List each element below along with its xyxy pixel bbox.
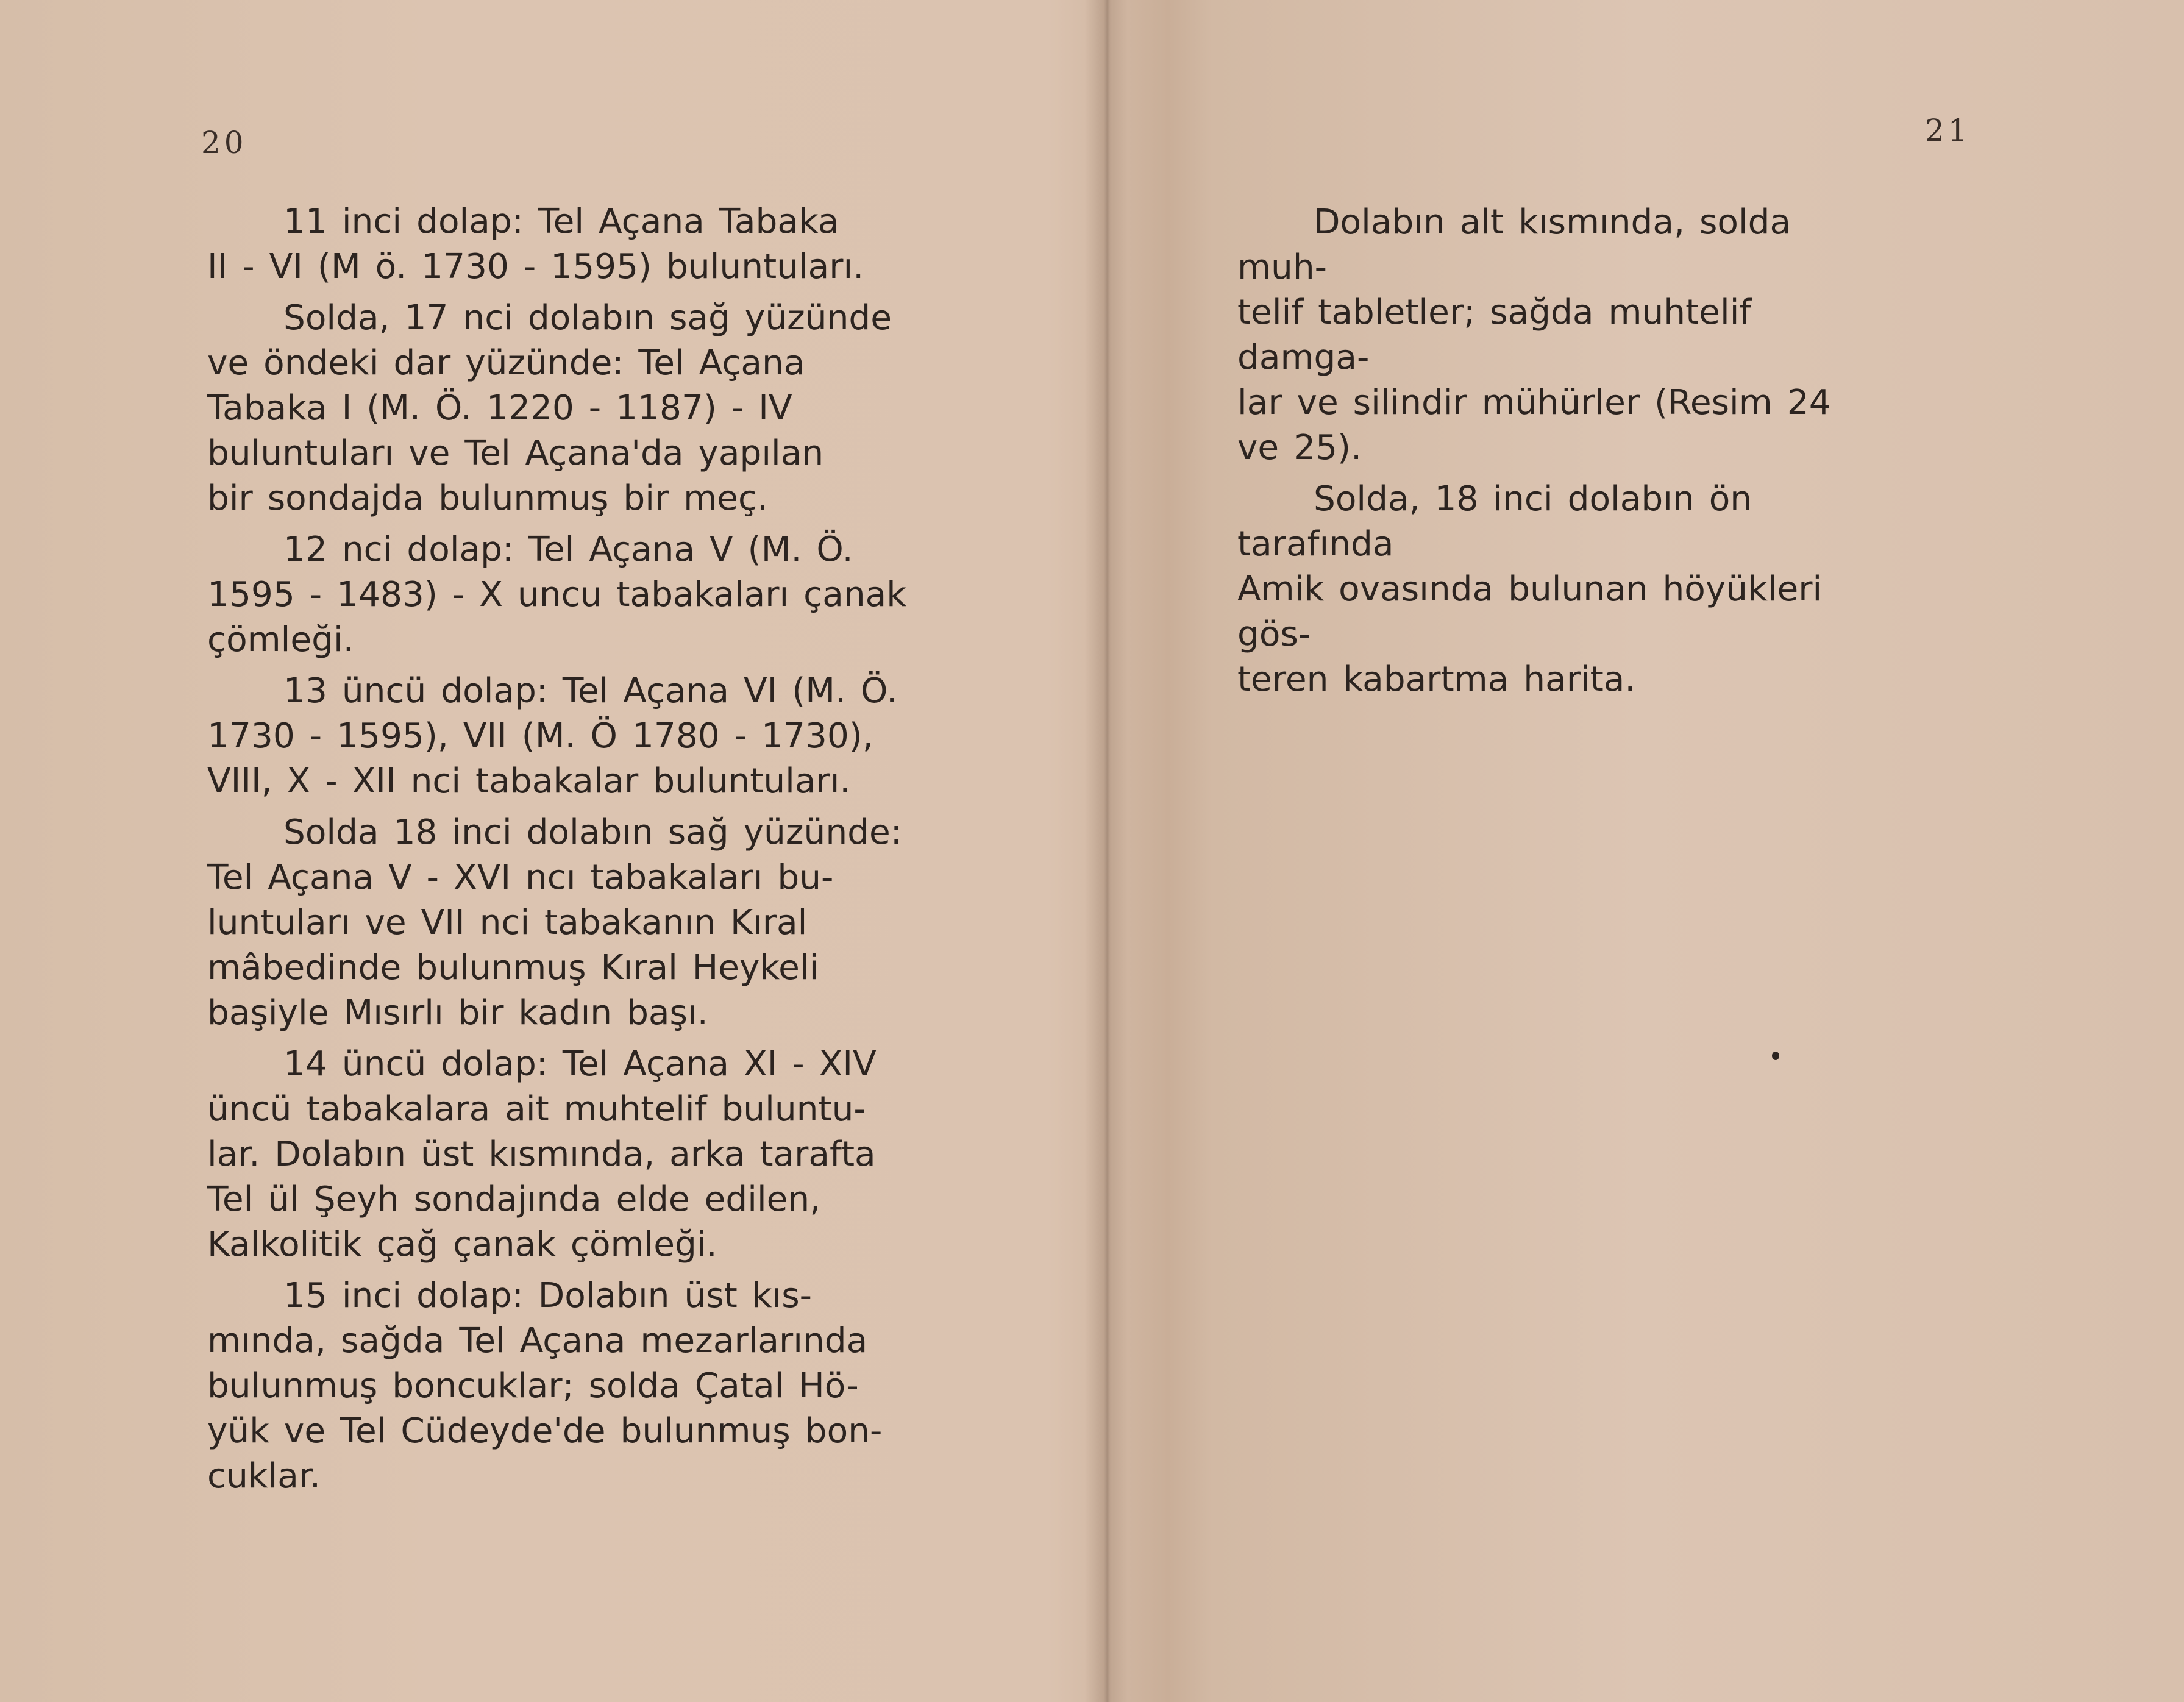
paragraph-dolap-alt: Dolabın alt kısmında, solda muh- telif tabletler; sağda muhtelif damga- lar ve silindir mühürler (Resim 24 ve 25). bbox=[1237, 202, 1831, 468]
paragraph-dolap-17: Solda, 17 nci dolabın sağ yüzünde ve öndeki dar yüzünde: Tel Açana Tabaka I (M. Ö. 1220 - 1187) - IV buluntuları ve Tel Açana'da yapılan bir sondajda bulunmuş bir meç. bbox=[207, 298, 892, 518]
paragraph-dolap-13: 13 üncü dolap: Tel Açana VI (M. Ö. 1730 - 1595), VII (M. Ö 1780 - 1730), VIII, X - XII nci tabakalar buluntuları. bbox=[207, 671, 898, 801]
left-page-number: 20 bbox=[201, 125, 247, 160]
right-page bbox=[1097, 0, 2184, 1702]
ink-speck bbox=[1772, 1052, 1779, 1060]
right-page-text bbox=[1237, 200, 1856, 708]
left-page-text bbox=[207, 199, 960, 1505]
paragraph-dolap-15: 15 inci dolap: Dolabın üst kıs- mında, sağda Tel Açana mezarlarında bulunmuş boncuklar; solda Çatal Hö- yük ve Tel Cüdeyde'de bulunmuş bon- cuklar. bbox=[207, 1276, 883, 1496]
paragraph-dolap-14: 14 üncü dolap: Tel Açana XI - XIV üncü tabakalara ait muhtelif buluntu- lar. Dolabın üst kısmında, arka tarafta Tel ül Şeyh sondajında elde edilen, Kalkolitik çağ çanak çömleği. bbox=[207, 1044, 877, 1264]
right-page-number: 21 bbox=[1925, 113, 1971, 148]
paragraph-dolap-18-sag: Solda 18 inci dolabın sağ yüzünde: Tel Açana V - XVI ncı tabakaları bu- luntuları ve VII nci tabakanın Kıral mâbedinde bulunmuş Kıral Heykeli başiyle Mısırlı bir kadın başı. bbox=[207, 813, 902, 1033]
paragraph-dolap-18-on: Solda, 18 inci dolabın ön tarafında Amik ovasında bulunan höyükleri gös- teren kabartma harita. bbox=[1237, 479, 1823, 699]
paragraph-dolap-12: 12 nci dolap: Tel Açana V (M. Ö. 1595 - 1483) - X uncu tabakaları çanak çömleği. bbox=[207, 530, 907, 660]
paragraph-dolap-11: 11 inci dolap: Tel Açana Tabaka II - VI (M ö. 1730 - 1595) buluntuları. bbox=[207, 202, 864, 287]
